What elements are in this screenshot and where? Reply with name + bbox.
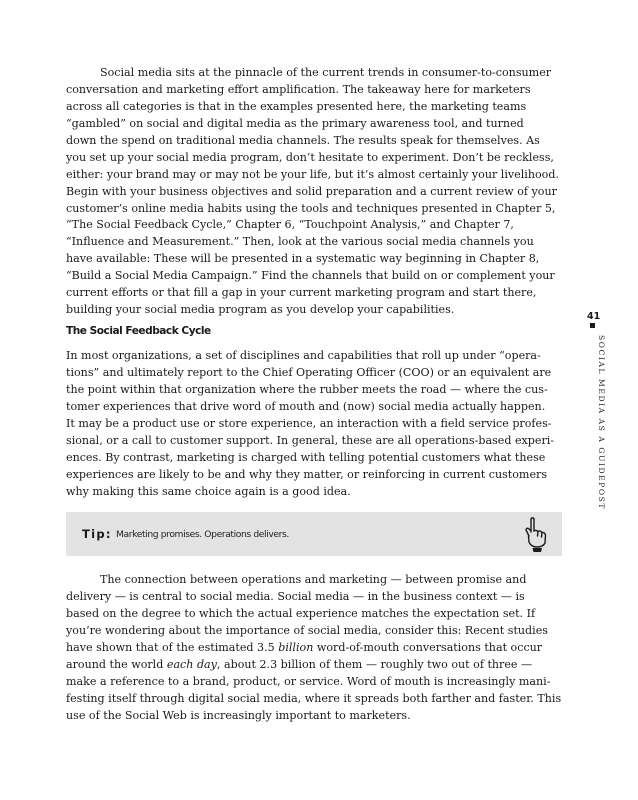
text-line: why making this same choice again is a good idea. xyxy=(66,484,351,498)
pointing-hand-icon xyxy=(522,515,550,553)
text-line xyxy=(66,657,533,674)
text-line: Social media sits at the pinnacle of the current trends in consumer-to-consumer xyxy=(100,66,552,79)
text-line: sional, or a call to customer support. In general, these are all operations-based experi- xyxy=(66,433,555,447)
text-line: across all categories is that in the examples presented here, the marketing teams xyxy=(66,99,527,113)
text-line: conversation and marketing effort amplification. The takeaway here for marketers xyxy=(66,82,531,96)
paragraph-social-media-pinnacle xyxy=(66,65,559,319)
paragraph-operations xyxy=(66,348,555,500)
text-line: In most organizations, a set of disciplines and capabilities that roll up under “opera- xyxy=(66,349,541,362)
square-bullet-icon xyxy=(590,323,595,328)
paragraph-operations-marketing-connection xyxy=(66,572,562,724)
text-line: make a reference to a brand, product, or service. Word of mouth is increasingly mani- xyxy=(66,674,551,688)
text-line: Begin with your business objectives and solid preparation and a current review of your xyxy=(66,184,557,198)
section-heading: The Social Feedback Cycle xyxy=(66,325,211,337)
text-line: “Build a Social Media Campaign.” Find the channels that build on or complement your xyxy=(66,269,555,283)
text-line: tions” and ultimately report to the Chief Operating Officer (COO) or an equivalent are xyxy=(66,365,552,379)
text-line: tomer experiences that drive word of mouth and (now) social media actually happen. xyxy=(66,399,546,413)
text-line: experiences are likely to be and why they matter, or reinforcing in current customers xyxy=(66,467,548,481)
text-segment: word-of-mouth conversations that occur xyxy=(313,640,543,654)
text-line: current efforts or that fill a gap in your current marketing program and start there, xyxy=(66,286,537,300)
text-segment: , about 2.3 billion of them — roughly two out of three — xyxy=(216,657,533,671)
tip-text: Marketing promises. Operations delivers. xyxy=(116,529,289,540)
text-line: The connection between operations and marketing — between promise and xyxy=(100,573,527,586)
text-segment: have shown that of the estimated 3.5 xyxy=(66,640,279,654)
text-line: building your social media program as you develop your capabilities. xyxy=(66,303,455,317)
text-line: have available: These will be presented in a systematic way beginning in Chapter 8, xyxy=(66,252,540,266)
tip-box xyxy=(66,512,562,556)
text-line: “Influence and Measurement.” Then, look at the various social media channels you xyxy=(66,235,534,249)
emphasis-billion: billion xyxy=(278,640,314,654)
text-line: use of the Social Web is increasingly important to marketers. xyxy=(66,708,411,722)
text-line: based on the degree to which the actual experience matches the expectation set. If xyxy=(66,606,536,620)
emphasis-each-day: each day xyxy=(166,657,217,671)
text-line: It may be a product use or store experience, an interaction with a field service profes- xyxy=(66,416,552,430)
text-line: “gambled” on social and digital media as the primary awareness tool, and turned xyxy=(66,116,524,130)
tip-label: Tip: xyxy=(82,527,112,541)
text-line xyxy=(66,640,543,657)
page-number: 41 xyxy=(587,311,601,322)
running-head: SOCIAL MEDIA AS A GUIDEPOST xyxy=(597,335,606,511)
text-line: “The Social Feedback Cycle,” Chapter 6, “Touchpoint Analysis,” and Chapter 7, xyxy=(66,218,514,232)
text-line: ences. By contrast, marketing is charged with telling potential customers what these xyxy=(66,450,546,464)
text-line: festing itself through digital social media, where it spreads both farther and faster. This xyxy=(66,691,562,705)
text-line: you’re wondering about the importance of social media, consider this: Recent studies xyxy=(66,623,548,637)
text-line: down the spend on traditional media channels. The results speak for themselves. As xyxy=(66,133,540,147)
text-line: the point within that organization where the rubber meets the road — where the cus- xyxy=(66,382,548,396)
text-segment: around the world xyxy=(66,657,167,671)
text-line: you set up your social media program, don’t hesitate to experiment. Don’t be reckless, xyxy=(66,150,554,164)
text-line: delivery — is central to social media. Social media — in the business context — is xyxy=(66,589,525,603)
text-line: customer’s online media habits using the tools and techniques presented in Chapter 5, xyxy=(66,201,556,215)
text-line: either: your brand may or may not be your life, but it’s almost certainly your livelihood. xyxy=(66,167,559,181)
